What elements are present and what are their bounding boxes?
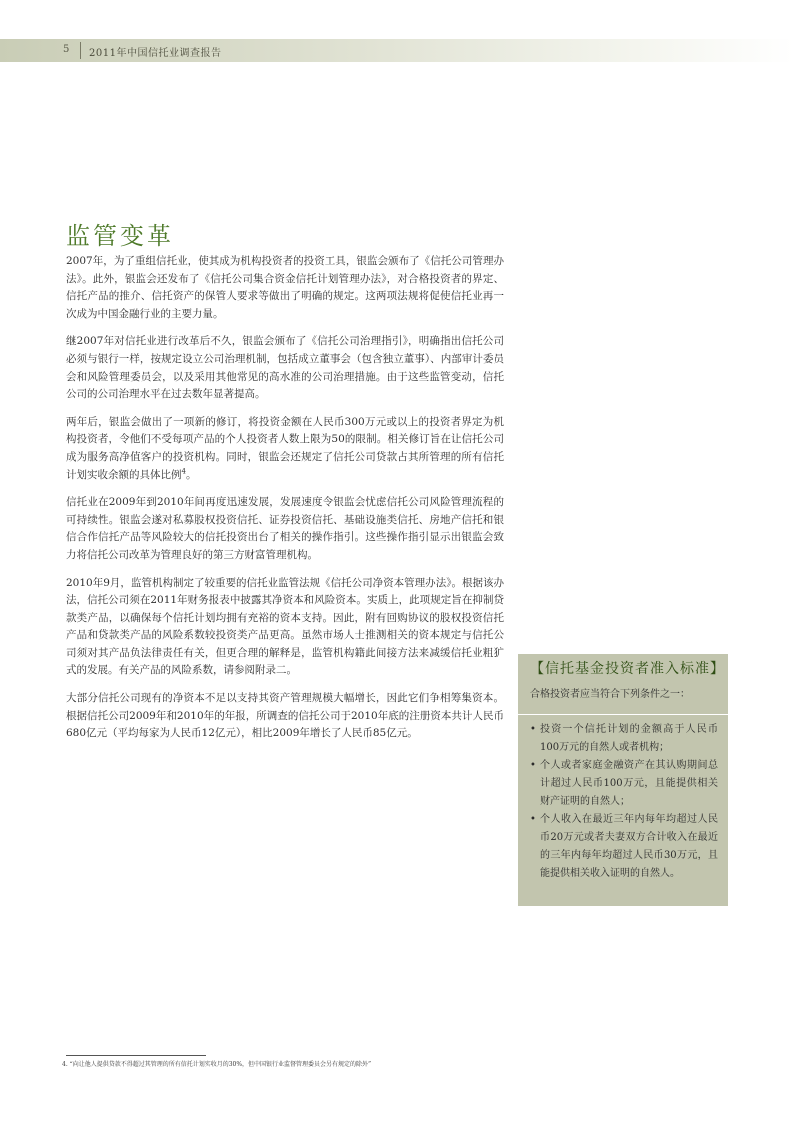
paragraph: 2010年9月，监管机构制定了较重要的信托业监管法规《信托公司净资本管理办法》。根据该办法，信托公司须在2011年财务报表中披露其净资本和风险资本。实质上，此项规定旨在抑制贷款类产品，以确保每个信托计划均拥有充裕的资本支持。因此，附有回购协议的股权投资信托产品和贷款类产品的风险系数较投资类产品更高。虽然市场人士推测相关的资本规定与信托公司须对其产品负法律责任有关，但更合理的解释是，监管机构籍此间接方法来减缓信托业粗犷式的发展。有关产品的风险系数，请参阅附录二。 <box>66 576 504 677</box>
paragraph-tail: 。 <box>185 468 197 481</box>
sidebar-divider <box>518 714 728 715</box>
section-title: 监管变革 <box>66 222 174 250</box>
footnote-reference[interactable]: 4 <box>181 467 186 476</box>
header-divider <box>80 42 81 59</box>
main-body <box>66 253 504 753</box>
list-item: • 投资一个信托计划的金额高于人民币100万元的自然人或者机构； <box>530 721 718 757</box>
paragraph: 信托业在2009年到2010年间再度迅速发展，发展速度令银监会忧虑信托公司风险管理流程的可持续性。银监会遂对私募股权投资信托、证券投资信托、基础设施类信托、房地产信托和银信合作信托产品等风险较大的信托投资出台了相关的操作指引。这些操作指引显示出银监会致力将信托公司改革为管理良好的第三方财富管理机构。 <box>66 496 504 561</box>
paragraph <box>66 414 504 484</box>
sidebar-title: 【信托基金投资者准入标准】 <box>530 661 725 677</box>
page-number: 5 <box>63 44 70 55</box>
paragraph-text: 两年后，银监会做出了一项新的修订，将投资金额在人民币300万元或以上的投资者界定为机构投资者，令他们不受每项产品的个人投资者人数上限为50的限制。相关修订旨在让信托公司成为服务高净值客户的投资机构。同时，银监会还规定了信托公司贷款占其所管理的所有信托计划实收余额的具体比例 <box>66 415 504 481</box>
paragraph: 2007年，为了重组信托业，使其成为机构投资者的投资工具，银监会颁布了《信托公司管理办法》。此外，银监会还发布了《信托公司集合资金信托计划管理办法》，对合格投资者的界定、信托产品的推介、信托资产的保管人要求等做出了明确的规定。这两项法规将促使信托业再一次成为中国金融行业的主要力量。 <box>66 255 504 320</box>
sidebar-intro: 合格投资者应当符合下列条件之一： <box>530 689 690 700</box>
paragraph: 继2007年对信托业进行改革后不久，银监会颁布了《信托公司治理指引》，明确指出信托公司必须与银行一样，按规定设立公司治理机制，包括成立董事会（包含独立董事）、内部审计委员会和风险管理委员会，以及采用其他常见的高水准的公司治理措施。由于这些监管变动，信托公司的公司治理水平在过去数年显著提高。 <box>66 335 504 401</box>
footnote-divider <box>66 1055 206 1056</box>
list-item: • 个人收入在最近三年内每年均超过人民币20万元或者夫妻双方合计收入在最近的三年内每年均超过人民币30万元，且能提供相关收入证明的自然人。 <box>530 811 718 883</box>
investor-criteria-sidebar <box>518 654 728 906</box>
criteria-list <box>518 721 728 883</box>
paragraph: 大部分信托公司现有的净资本不足以支持其资产管理规模大幅增长，因此它们争相筹集资本。根据信托公司2009年和2010年的年报，所调查的信托公司于2010年底的注册资本共计人民币680亿元（平均每家为人民币12亿元），相比2009年增长了人民币85亿元。 <box>66 692 504 740</box>
footnote: 4. “向让他人提供贷款不得超过其管理的所有信托计划实收月的30%，但中国银行业监督管理委员会另有规定的除外” <box>62 1061 372 1068</box>
report-title: 2011年中国信托业调查报告 <box>89 48 222 59</box>
list-item: • 个人或者家庭金融资产在其认购期间总计超过人民币100万元，且能提供相关财产证明的自然人； <box>530 757 718 811</box>
